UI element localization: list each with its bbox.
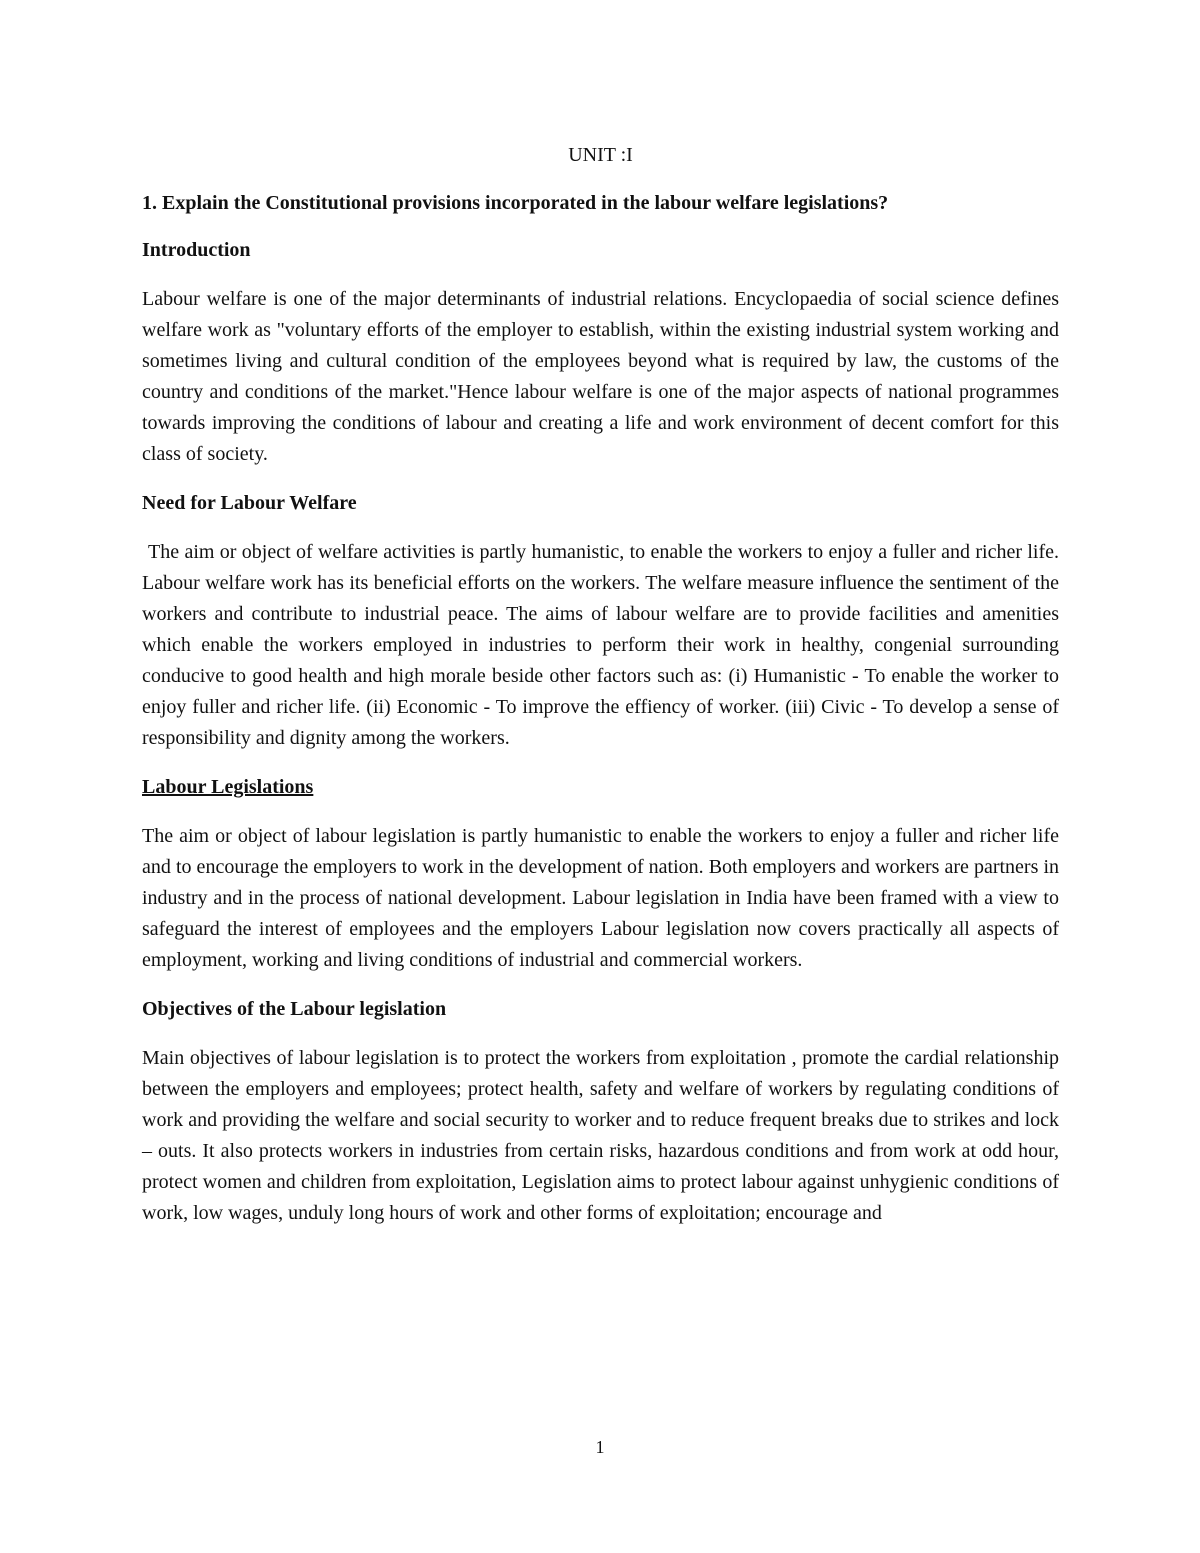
section-body-objectives: Main objectives of labour legislation is to protect the workers from exploitation , promote the cardial relationship between the employers and employees; protect health, safety and welfare of workers by regulating conditions of work and providing the welfare and social security to worker and to reduce frequent breaks due to strikes and lock – outs. It also protects workers in industries from certain risks, hazardous conditions and from work at odd hour, protect women and children from exploitation, Legislation aims to protect labour against unhygienic conditions of work, low wages, unduly long hours of work and other forms of exploitation; encourage and [142, 1047, 1059, 1224]
section-heading-introduction: Introduction [142, 239, 251, 261]
section-heading-labour-legislations: Labour Legislations [142, 776, 314, 798]
section-heading-need-for-labour-welfare: Need for Labour Welfare [142, 492, 357, 514]
unit-title: UNIT :I [568, 144, 633, 166]
section-body-labour-legislations: The aim or object of labour legislation is partly humanistic to enable the workers to enjoy a fuller and richer life and to encourage the employers to work in the development of nation. Both employers and workers are partners in industry and in the process of national development. Labour legislation in India have been framed with a view to safeguard the interest of employees and the employers Labour legislation now covers practically all aspects of employment, working and living conditions of industrial and commercial workers. [142, 825, 1059, 971]
section-heading-objectives: Objectives of the Labour legislation [142, 998, 447, 1020]
section-body-need-for-labour-welfare: The aim or object of welfare activities is partly humanistic, to enable the workers to enjoy a fuller and richer life. Labour welfare work has its beneficial efforts on the workers. The welfare measure influence the sentiment of the workers and contribute to industrial peace. The aims of labour welfare are to provide facilities and amenities which enable the workers employed in industries to perform their work in healthy, congenial surrounding conducive to good health and high morale beside other factors such as: (i) Humanistic - To enable the worker to enjoy fuller and richer life. (ii) Economic - To improve the effiency of worker. (iii) Civic - To develop a sense of responsibility and dignity among the workers. [142, 541, 1059, 749]
section-body-introduction: Labour welfare is one of the major determinants of industrial relations. Encyclopaedia of social science defines welfare work as "voluntary efforts of the employer to establish, within the existing industrial system working and sometimes living and cultural condition of the employees beyond what is required by law, the customs of the country and conditions of the market."Hence labour welfare is one of the major aspects of national programmes towards improving the conditions of labour and creating a life and work environment of decent comfort for this class of society. [142, 288, 1059, 465]
page-number: 1 [595, 1437, 605, 1457]
document-page [142, 142, 1059, 1249]
question-heading: 1. Explain the Constitutional provisions incorporated in the labour welfare legislations? [142, 192, 889, 214]
